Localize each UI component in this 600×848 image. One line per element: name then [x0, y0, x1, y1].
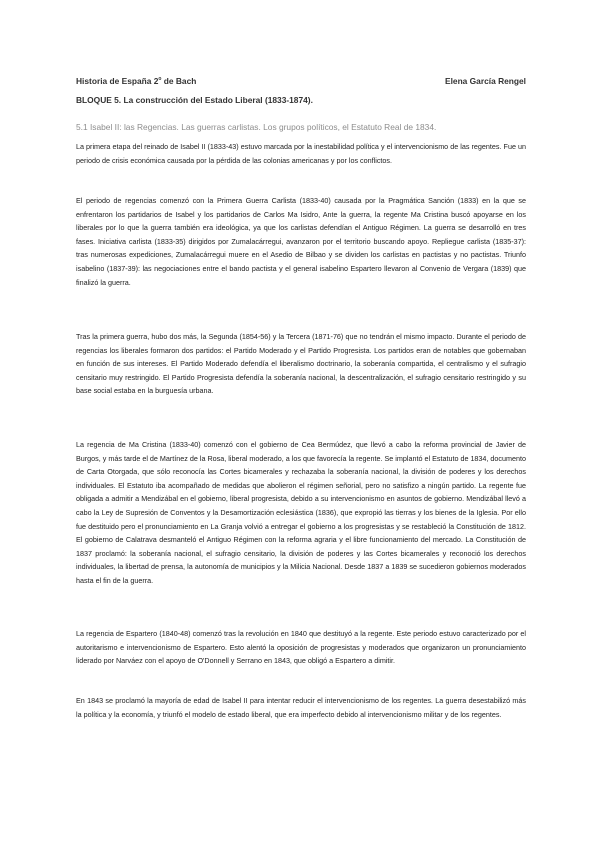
paragraph-2: El periodo de regencias comenzó con la Primera Guerra Carlista (1833-40) causada por la Pragmática Sanción (1833) en la que se enfrentaron los partidarios de Isabel y los partidarios de Carlos Ma Isidro, Ante la guerra, la regente Ma Cristina buscó apoyarse en los liberales por lo que la guerra también era ideológica, ya que los carlistas defendían el Antiguo Régimen. La guerra se desarrolló en tres fases. Iniciativa carlista (1833-35) dirigidos por Zumalacárregui, avanzaron por el territorio buscando apoyo. Repliegue carlista (1835-37): tras numerosas expediciones, Zumalacárregui muere en el Asedio de Bilbao y se dividen los carlistas en pactistas y no pactistas. Triunfo isabelino (1837-39): las negociaciones entre el bando pactista y el general isabelino Espartero llevaron al Convenio de Vergara (1839) que finalizó la guerra.: [76, 196, 526, 287]
paragraph-6: En 1843 se proclamó la mayoría de edad de Isabel II para intentar reducir el intervencionismo de los regentes. La guerra desestabilizó más la política y la economía, y triunfó el modelo de estado liberal, que era imperfecto debido al intervencionismo militar y de los regentes.: [76, 696, 526, 719]
paragraph-3: Tras la primera guerra, hubo dos más, la Segunda (1854-56) y la Tercera (1871-76) que no tendrán el mismo impacto. Durante el periodo de regencias los liberales formaron dos partidos: el Partido Moderado y el Partido Progresista. Los partidos eran de notables que gobernaban en función de sus intereses. El Partido Moderado defendía el liberalismo doctrinario, la soberanía compartida, el centralismo y el sufragio censitario muy restringido. El Partido Progresista defendía la soberanía nacional, la descentralización, el sufragio censitario restringido y su base social estaba en la burguesía urbana.: [76, 332, 526, 396]
author-name: Elena García Rengel: [445, 76, 526, 86]
course-title-prefix: Historia de España 2: [76, 76, 159, 86]
block-title: BLOQUE 5. La construcción del Estado Liberal (1833-1874).: [76, 95, 313, 105]
course-title: [76, 76, 196, 86]
paragraph-5: La regencia de Espartero (1840-48) comenzó tras la revolución en 1840 que destituyó a la regente. Este periodo estuvo caracterizado por el autoritarismo e intervencionismo de Espartero. Esto alentó la oposición de progresistas y moderados que organizaron un pronunciamiento liderado por Narváez con el apoyo de O'Donnell y Serrano en 1843, que obligó a Espartero a dimitir.: [76, 629, 526, 666]
paragraph-4: La regencia de Ma Cristina (1833-40) comenzó con el gobierno de Cea Bermúdez, que llevó a cabo la reforma provincial de Javier de Burgos, y más tarde el de Martínez de la Rosa, liberal moderado, a los que favorecía la regente. Se implantó el Estatuto de 1834, documento de Carta Otorgada, que sólo reconocía las Cortes bicamerales y rechazaba la soberanía nacional, la división de poderes y los derechos individuales. El Estatuto iba acompañado de medidas que abolieron el régimen señorial, pero no satisfizo a ningún partido. La regente fue obligada a admitir a Mendizábal en el gobierno, liberal progresista, debido a su intervencionismo en asuntos de gobierno. Mendizábal llevó a cabo la Ley de Supresión de Conventos y la Desamortización eclesiástica (1836), que expropió las tierras y los bienes de la Iglesia. Por ello fue destituido pero el pronunciamiento en La Granja volvió a entregar el gobierno a los progresistas y se restableció la Constitución de 1812. El gobierno de Calatrava desmanteló el Antiguo Régimen con la reforma agraria y el libre funcionamiento del mercado. La Constitución de 1837 proclamó: la soberanía nacional, el sufragio censitario, la división de poderes y las Cortes bicamerales y reconoció los derechos individuales, la libertad de prensa, la autonomía de municipios y la Milicia Nacional. Desde 1837 a 1839 se sucedieron gobiernos moderados hasta el fin de la guerra.: [76, 440, 526, 585]
document-header: [76, 76, 526, 86]
course-title-superscript: o: [158, 76, 162, 83]
paragraph-1: La primera etapa del reinado de Isabel II (1833-43) estuvo marcada por la inestabilidad política y el intervencionismo de las regentes. Fue un periodo de crisis económica causada por la pérdida de las colonias americanas y por los conflictos.: [76, 142, 526, 165]
course-title-suffix: de Bach: [161, 76, 197, 86]
section-title: 5.1 Isabel II: las Regencias. Las guerras carlistas. Los grupos políticos, el Estatuto Real de 1834.: [76, 122, 437, 132]
